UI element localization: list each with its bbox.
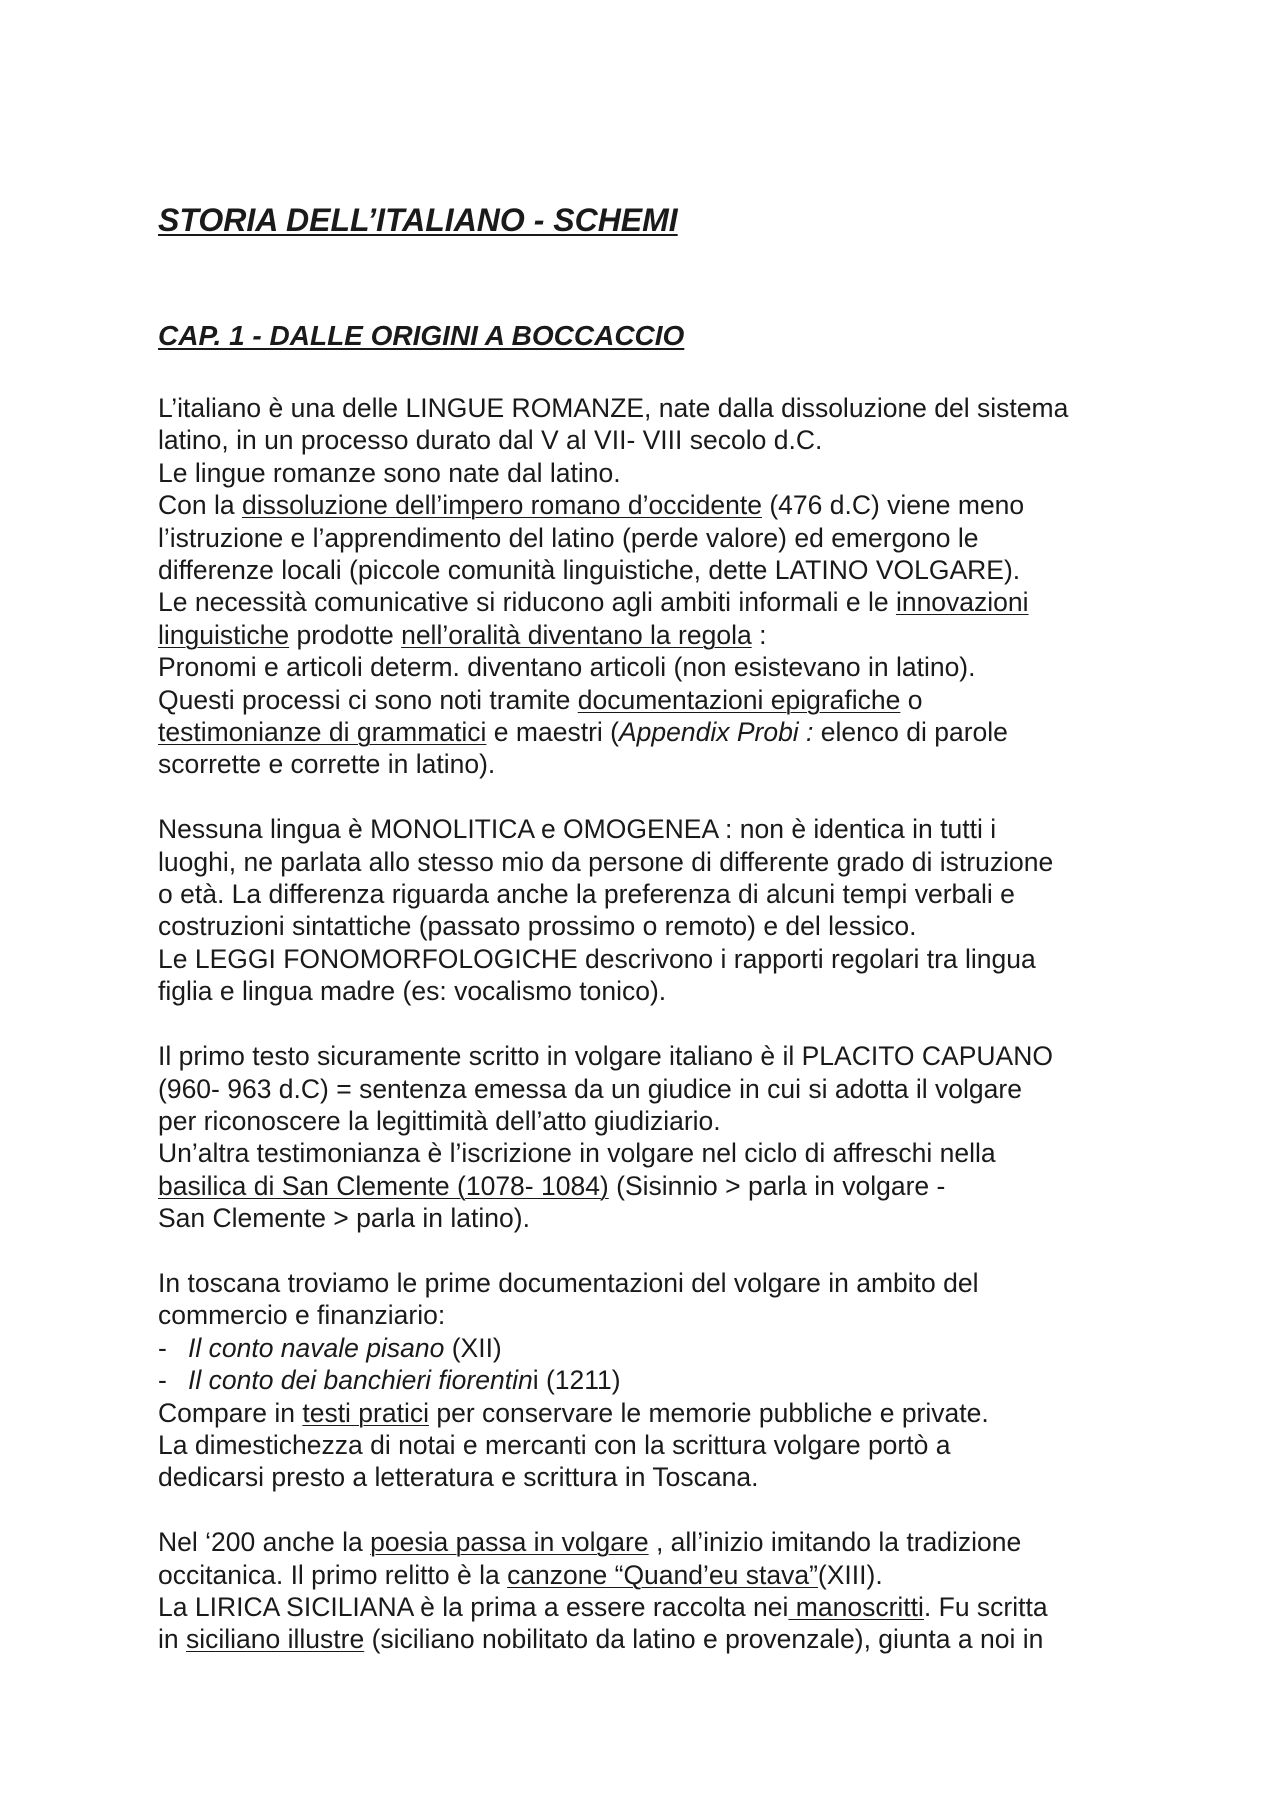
paragraph-lingua-monolitica: Nessuna lingua è MONOLITICA e OMOGENEA : non è identica in tutti i luoghi, ne parlata allo stesso mio da persone di differente grado di istruzione o età. La differenza riguarda anche la preferenza di alcuni tempi verbali e costruzioni sintattiche (passato prossimo o remoto) e del lessico. Le LEGGI FONOMORFOLOGICHE descrivono i rapporti regolari tra lingua figlia e lingua madre (es: vocalismo tonico).	[158, 814, 1054, 1007]
paragraph-lingue-romanze: L’italiano è una delle LINGUE ROMANZE, nate dalla dissoluzione del sistema latino, in un processo durato dal V al VII- VIII secolo d.C. Le lingue romanze sono nate dal latino. Con la dissoluzione dell’impero romano d’occidente (476 d.C) viene meno l’istruzione e l’apprendimento del latino (perde valore) ed emergono le differenze locali (piccole comunità linguistiche, dette LATINO VOLGARE). Le necessità comunicative si riducono agli ambiti informali e le innovazioni linguistiche prodotte nell’oralità diventano la regola : Pronomi e articoli determ. diventano articoli (non esistevano in latino). Questi processi ci sono noti tramite documentazioni epigrafiche o testimonianze di grammatici e maestri (Appendix Probi : elenco di parole scorrette e corrette in latino).	[158, 393, 1069, 780]
underlined-text: dissoluzione dell’impero romano d’occidente	[241, 490, 762, 521]
underlined-text: canzone “Quand’eu stava”	[507, 1559, 818, 1590]
list-item: - Il conto navale pisano (XII)	[158, 1332, 502, 1363]
underlined-text: manoscritti	[788, 1591, 924, 1622]
bullet-dash: -	[158, 1332, 167, 1363]
document-body	[158, 392, 1168, 1688]
underlined-text: testimonianze di grammatici	[158, 717, 487, 748]
underlined-text: basilica di San Clemente (1078- 1084)	[158, 1170, 609, 1201]
paragraph-toscana: In toscana troviamo le prime documentazioni del volgare in ambito del commercio e finanziario: - Il conto navale pisano (XII) - Il conto dei banchieri fiorentini (1211) Compare in testi pratici per conservare le memorie pubbliche e private. La dimestichezza di notai e mercanti con la scrittura volgare portò a dedicarsi presto a letteratura e scrittura in Toscana.	[158, 1267, 1168, 1494]
underlined-text: poesia passa in volgare	[370, 1527, 649, 1558]
underlined-text: testi pratici	[302, 1397, 429, 1428]
chapter-heading: CAP. 1 - DALLE ORIGINI A BOCCACCIO	[158, 320, 685, 351]
document-title: STORIA DELL’ITALIANO - SCHEMI	[158, 202, 678, 238]
italic-text: Appendix Probi :	[618, 717, 814, 748]
paragraph-placito-capuano: Il primo testo sicuramente scritto in volgare italiano è il PLACITO CAPUANO (960- 963 d.C) = sentenza emessa da un giudice in cui si adotta il volgare per riconoscere la legittimità dell’atto giudiziario. Un’altra testimonianza è l’iscrizione in volgare nel ciclo di affreschi nella basilica di San Clemente (1078- 1084) (Sisinnio > parla in volgare - San Clemente > parla in latino).	[158, 1041, 1053, 1234]
bullet-dash: -	[158, 1365, 167, 1396]
underlined-text: linguistiche	[158, 619, 290, 650]
underlined-text: siciliano illustre	[186, 1624, 365, 1655]
underlined-text: nell’oralità diventano la regola	[401, 619, 752, 650]
paragraph-poesia-volgare: Nel ‘200 anche la poesia passa in volgare , all’inizio imitando la tradizione occitanica. Il primo relitto è la canzone “Quand’eu stava”(XIII). La LIRICA SICILIANA è la prima a essere raccolta nei manoscritti. Fu scritta in siciliano illustre (siciliano nobilitato da latino e provenzale), giunta a noi in	[158, 1527, 1048, 1655]
list-item: - Il conto dei banchieri fiorentini (1211)	[158, 1365, 621, 1396]
underlined-text: innovazioni	[895, 587, 1029, 618]
underlined-text: documentazioni epigrafiche	[577, 684, 901, 715]
